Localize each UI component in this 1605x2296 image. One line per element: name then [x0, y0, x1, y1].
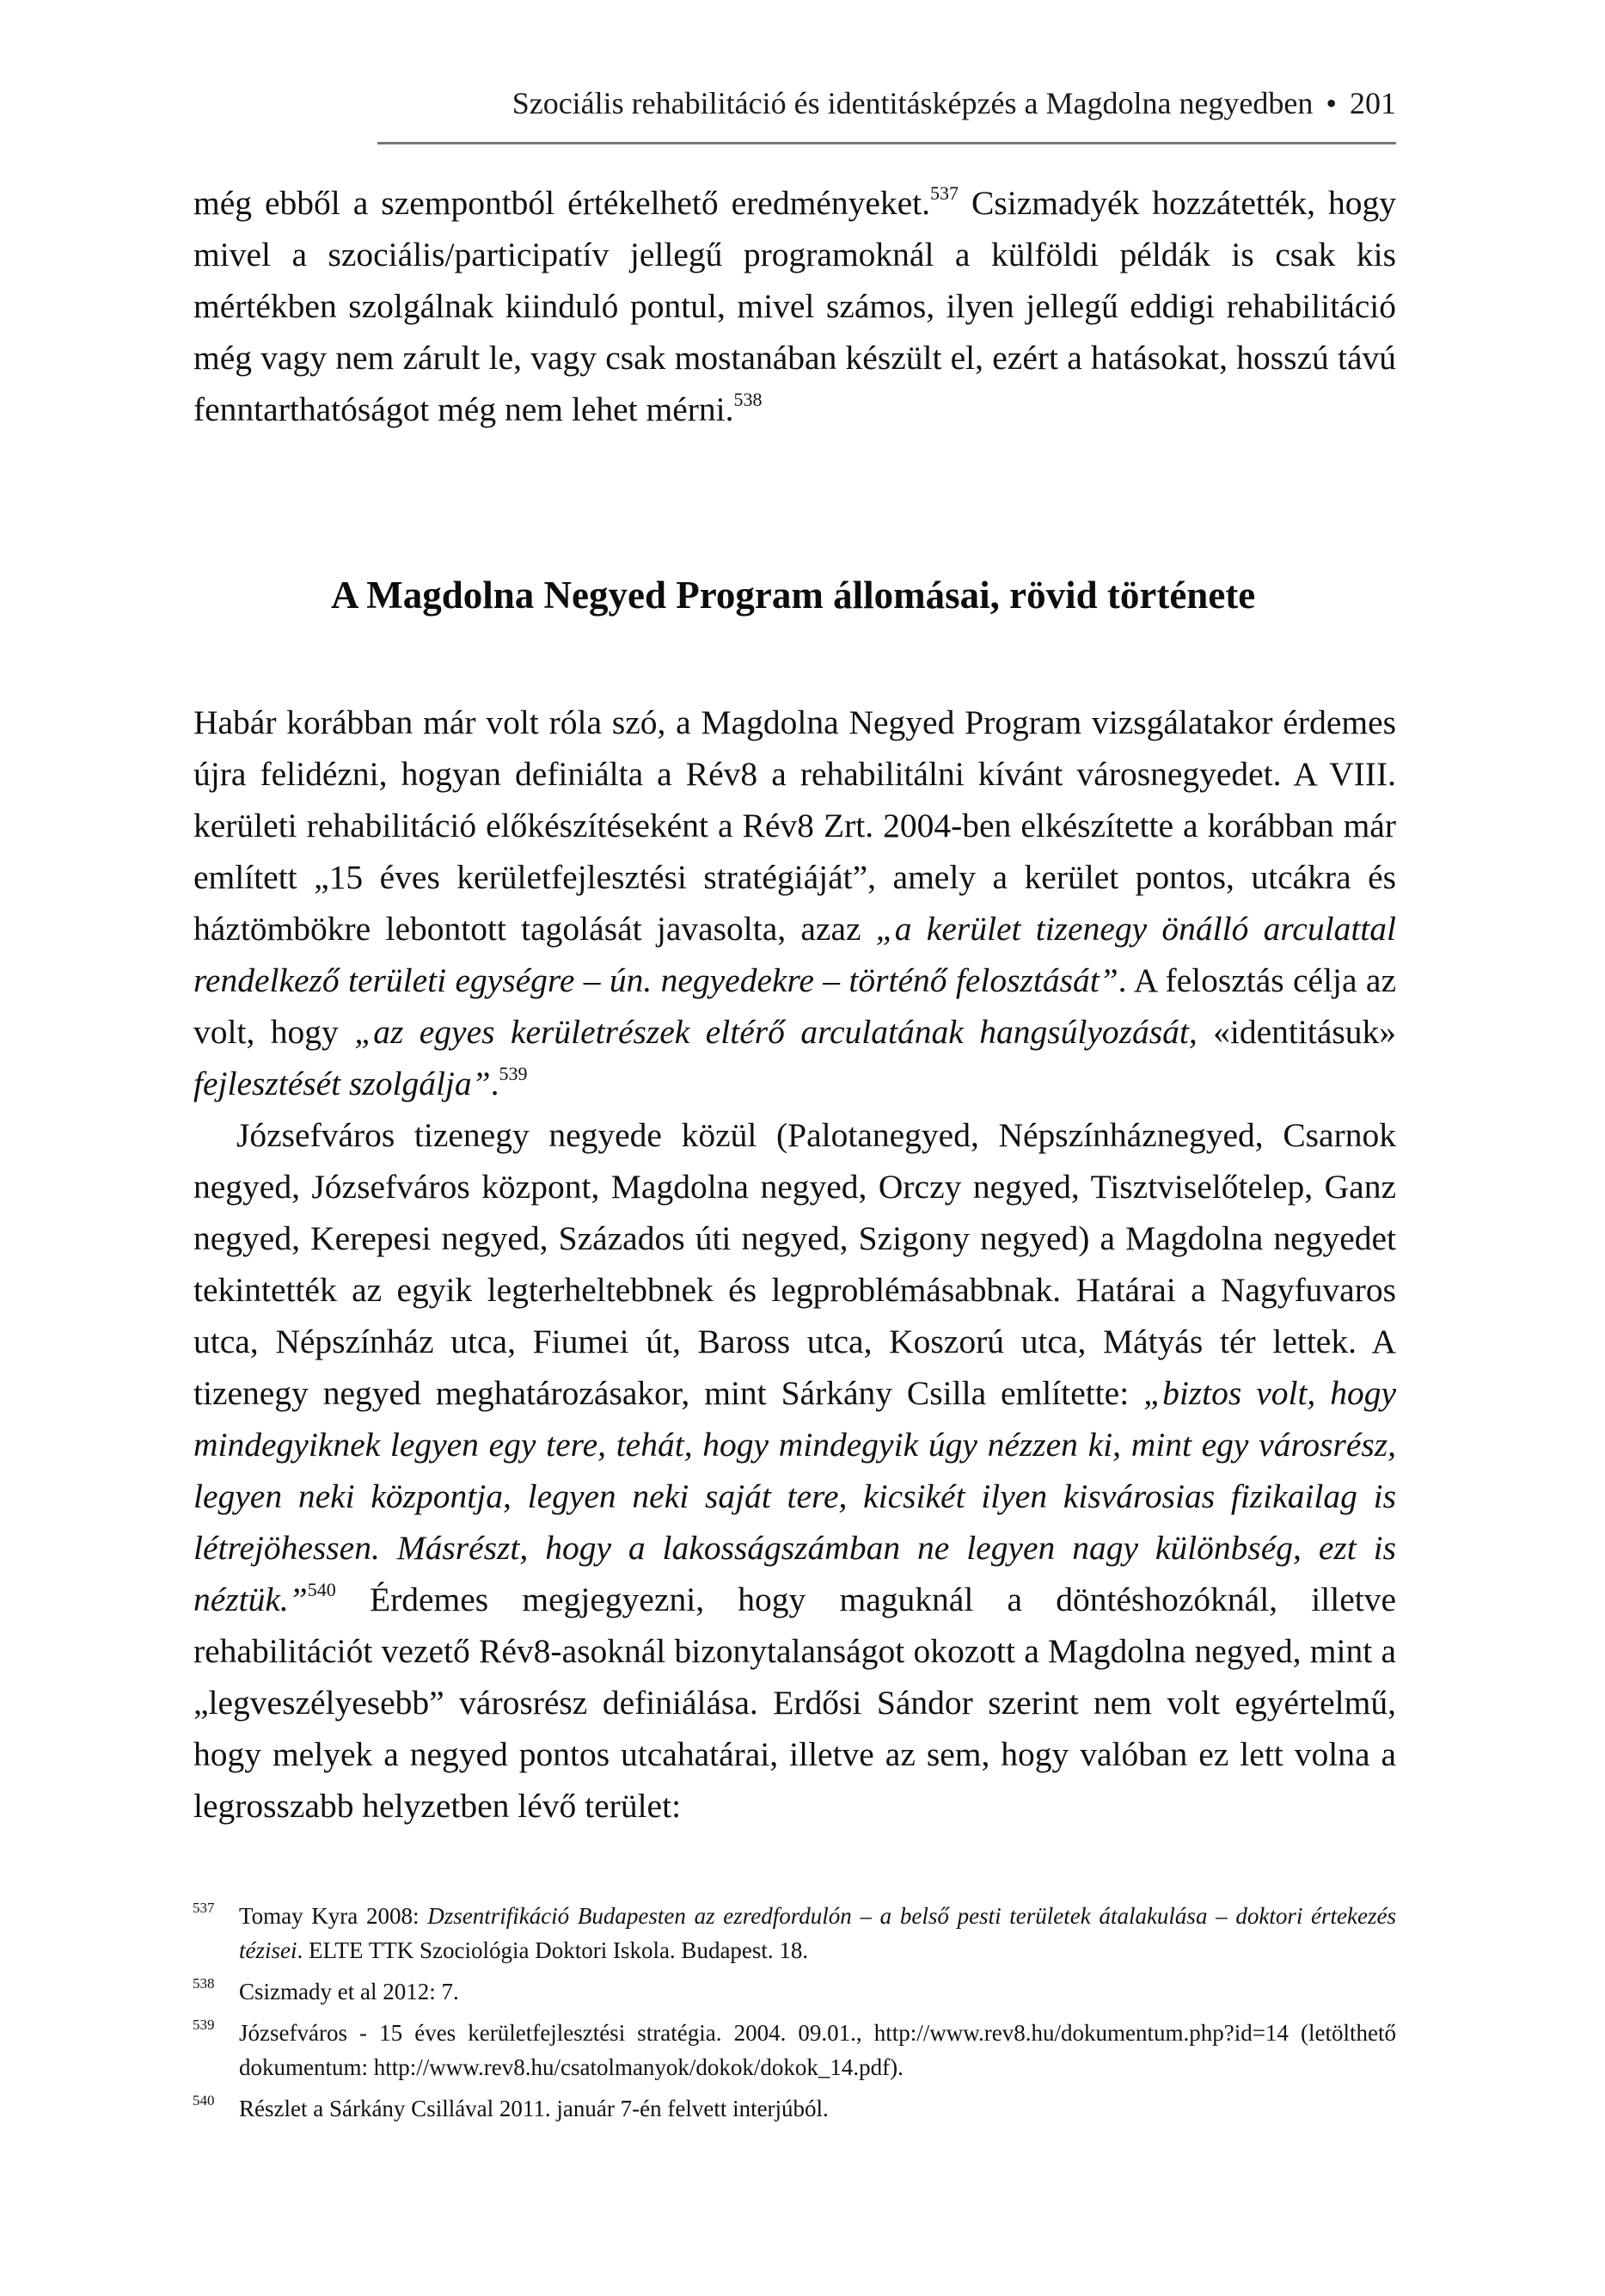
running-title: Szociális rehabilitáció és identitásképzés a Magdolna negyedben: [512, 86, 1314, 120]
intro-paragraph-block: [193, 177, 1396, 435]
italic-quote: „biztos volt, hogy mindegyiknek legyen egy tere, tehát, hogy mindegyik úgy nézzen ki, mint egy városrész, legyen neki központja, legyen neki saját tere, kicsikét ilyen kisvárosias fizikailag is létrejöhessen. Másrészt, hogy a lakosságszámban ne legyen nagy különbség, ezt is néztük.”: [193, 1374, 1396, 1618]
running-header: [377, 84, 1396, 122]
paragraph-text: Józsefváros tizenegy negyede közül (Palotanegyed, Népszínháznegyed, Csarnok negyed, Józsefváros központ, Magdolna negyed, Orczy negyed, Tisztviselőtelep, Ganz negyed, Kerepesi negyed, Százados úti negyed, Szigony negyed) a Magdolna negyedet tekintették az egyik legterheltebbnek és legproblémásabbnak. Határai a Nagyfuvaros utca, Népszínház utca, Fiumei út, Baross utca, Koszorú utca, Mátyás tér lettek. A tizenegy negyed meghatározásakor, mint Sárkány Csilla említette:: [193, 1116, 1396, 1412]
footnote-538: [193, 1974, 1396, 2009]
footnote-text: Részlet a Sárkány Csillával 2011. január 7-én felvett interjúból.: [239, 2096, 829, 2121]
bullet-separator: •: [1326, 86, 1337, 120]
paragraph-text: Habár korábban már volt róla szó, a Magdolna Negyed Program vizsgálatakor érdemes újra felidézni, hogyan definiálta a Rév8 a rehabilitálni kívánt városnegyedet. A VIII. kerületi rehabilitáció előkészítéseként a Rév8 Zrt. 2004-ben elkészítette a korábban már említett „15 éves kerületfejlesztési stratégiáját”, amely a kerület pontos, utcákra és háztömbökre lebontott tagolását javasolta, azaz: [193, 703, 1396, 948]
italic-quote: „a kerület tizenegy önálló arculattal rendelkező területi egységre – ún. negyedekre – történő felosztását”: [193, 910, 1396, 999]
footnote-ref-538[interactable]: 538: [733, 389, 763, 410]
footnote-539: [193, 2016, 1396, 2084]
footnote-537: [193, 1899, 1396, 1968]
footnote-ref-537[interactable]: 537: [930, 182, 959, 204]
footnote-ref-540[interactable]: 540: [307, 1579, 336, 1600]
footnote-540: [193, 2091, 1396, 2126]
footnote-number: 540: [193, 2092, 215, 2109]
section-paragraph-1: [193, 697, 1396, 1109]
footnote-number: 538: [193, 1975, 215, 1992]
footnote-text: . ELTE TTK Szociológia Doktori Iskola. Budapest. 18.: [297, 1937, 809, 1963]
italic-quote: „az egyes kerületrészek eltérő arculatának hangsúlyozását,: [354, 1013, 1198, 1051]
section-paragraph-2: [193, 1109, 1396, 1832]
paragraph-text: . A felosztás célja az volt, hogy: [193, 961, 1396, 1051]
paragraph-text: Csizmadyék hozzátették, hogy mivel a szociális/participatív jellegű programoknál a külföldi példák is csak kis mértékben szolgálnak kiinduló pontul, mivel számos, ilyen jellegű eddigi rehabilitáció még vagy nem zárult le, vagy csak mostanában készült el, ezért a hatásokat, hosszú távú fenntarthatóságot még nem lehet mérni.: [193, 184, 1396, 428]
footnote-title: Dzsentrifikáció Budapesten az ezredfordulón – a belső pesti területek átalakulása – doktori értekezés tézisei: [239, 1903, 1397, 1963]
footnote-text: Csizmady et al 2012: 7.: [239, 1979, 459, 2004]
page-number: 201: [1350, 86, 1396, 120]
footnote-number: 539: [193, 2017, 215, 2033]
paragraph-text: még ebből a szempontból értékelhető eredményeket.: [193, 184, 931, 222]
footnote-number: 537: [193, 1900, 215, 1916]
footnote-text: Józsefváros - 15 éves kerületfejlesztési stratégia. 2004. 09.01., http://www.rev8.hu/dokumentum.php?id=14 (letölthető dokumentum: http://www.rev8.hu/csatolmanyok/dokok/dokok_14.pdf).: [239, 2020, 1396, 2080]
footnote-text: Tomay Kyra 2008:: [239, 1903, 428, 1929]
section-heading: A Magdolna Negyed Program állomásai, rövid története: [331, 574, 1256, 617]
header-rule: [377, 142, 1396, 144]
section-body: [193, 697, 1396, 1832]
paragraph-text: .: [490, 1065, 499, 1102]
quoted-term: «identitásuk»: [1197, 1013, 1396, 1051]
footnotes: [193, 1899, 1396, 2133]
paragraph-text: Érdemes megjegyezni, hogy maguknál a döntéshozóknál, illetve rehabilitációt vezető Rév8-asoknál bizonytalanságot okozott a Magdolna negyed, mint a „legveszélyesebb” városrész definiálása. Erdősi Sándor szerint nem volt egyértelmű, hogy melyek a negyed pontos utcahatárai, illetve az sem, hogy valóban ez lett volna a legrosszabb helyzetben lévő terület:: [193, 1581, 1396, 1825]
italic-quote: fejlesztését szolgálja”: [193, 1065, 491, 1102]
intro-paragraph: [193, 177, 1396, 435]
footnote-ref-539[interactable]: 539: [499, 1063, 528, 1084]
